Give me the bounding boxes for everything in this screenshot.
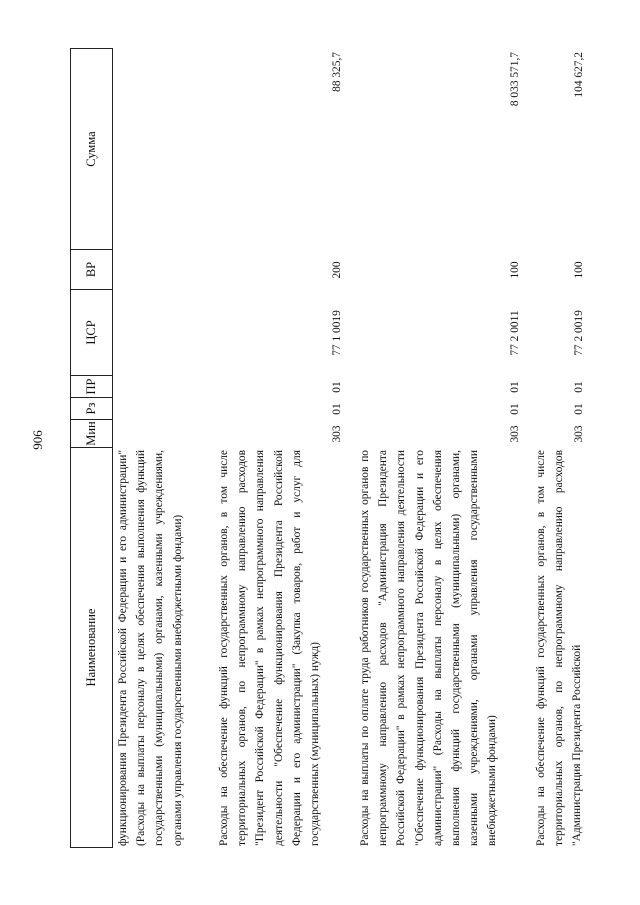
row-min: 303 — [508, 425, 521, 443]
row-min: 303 — [572, 425, 585, 443]
row-sum: 8 033 571,7 — [508, 52, 521, 107]
row-vr: 100 — [508, 261, 521, 279]
row-min: 303 — [330, 425, 343, 443]
header-min: Мин — [71, 420, 112, 448]
row-rz: 01 — [330, 403, 343, 415]
row-vr: 200 — [330, 261, 343, 279]
header-sum: Сумма — [71, 48, 112, 250]
row-csr: 77 2 0019 — [572, 310, 585, 356]
table-header-row — [70, 48, 113, 848]
row-csr: 77 1 0019 — [330, 310, 343, 356]
budget-table — [70, 48, 585, 848]
table-row — [532, 48, 588, 848]
header-csr: ЦСР — [71, 290, 112, 376]
row-name: Расходы на обеспечение функций государственных органов, в том числе территориальных органов, по непрограммному направлению расходов "Администрация Президента Российской — [535, 450, 584, 846]
row-vr: 100 — [572, 261, 585, 279]
row-name: функционирования Президента Российской Федерации и его администрации" (Расходы на выплаты персоналу в целях обеспечения выполнения функций государственными (муниципальными) органами, казенными учреждениями, органами управления государственными внебюджетными фондами) — [117, 450, 184, 846]
row-pr: 01 — [508, 381, 521, 393]
row-rz — [114, 398, 209, 420]
row-min — [114, 420, 209, 448]
row-name: Расходы на выплаты по оплате труда работников государственных органов по непрограммному направлению расходов "Администрация Президента Российской Федерации" в рамках непрограммного направления деятельности "Обеспечение функционирования Президента Российской Федерации и его администрации" (Расходы на выплаты персоналу в целях обеспечения выполнения функций государственными (муниципальными) органами, казенными учреждениями, органами управления государственными внебюджетными фондами) — [359, 450, 499, 846]
row-csr — [114, 290, 209, 376]
header-rz: Рз — [71, 398, 112, 420]
row-rz: 01 — [508, 403, 521, 415]
row-name: Расходы на обеспечение функций государственных органов, в том числе территориальных органов, по непрограммному направлению расходов "Президент Российской Федерации" в рамках непрограммного направления деятельности "Обеспечение функционирования Президента Российской Федерации и его администрации" (Закупка товаров, работ и услуг для государственных (муниципальных) нужд) — [218, 450, 322, 846]
page-number: 906 — [30, 430, 45, 450]
row-csr: 77 2 0011 — [508, 310, 521, 356]
header-name: Наименование — [71, 448, 112, 848]
row-vr — [114, 250, 209, 290]
row-pr: 01 — [572, 381, 585, 393]
table-row — [356, 48, 524, 848]
row-sum: 104 627,2 — [572, 52, 585, 98]
header-vr: ВР — [71, 250, 112, 290]
header-pr: ПР — [71, 376, 112, 398]
rotated-table-wrapper — [70, 48, 585, 848]
row-sum: 88 325,7 — [330, 52, 343, 92]
row-pr — [114, 376, 209, 398]
table-row — [215, 48, 346, 848]
table-row — [114, 48, 209, 848]
row-sum — [114, 48, 209, 250]
row-rz: 01 — [572, 403, 585, 415]
row-pr: 01 — [330, 381, 343, 393]
